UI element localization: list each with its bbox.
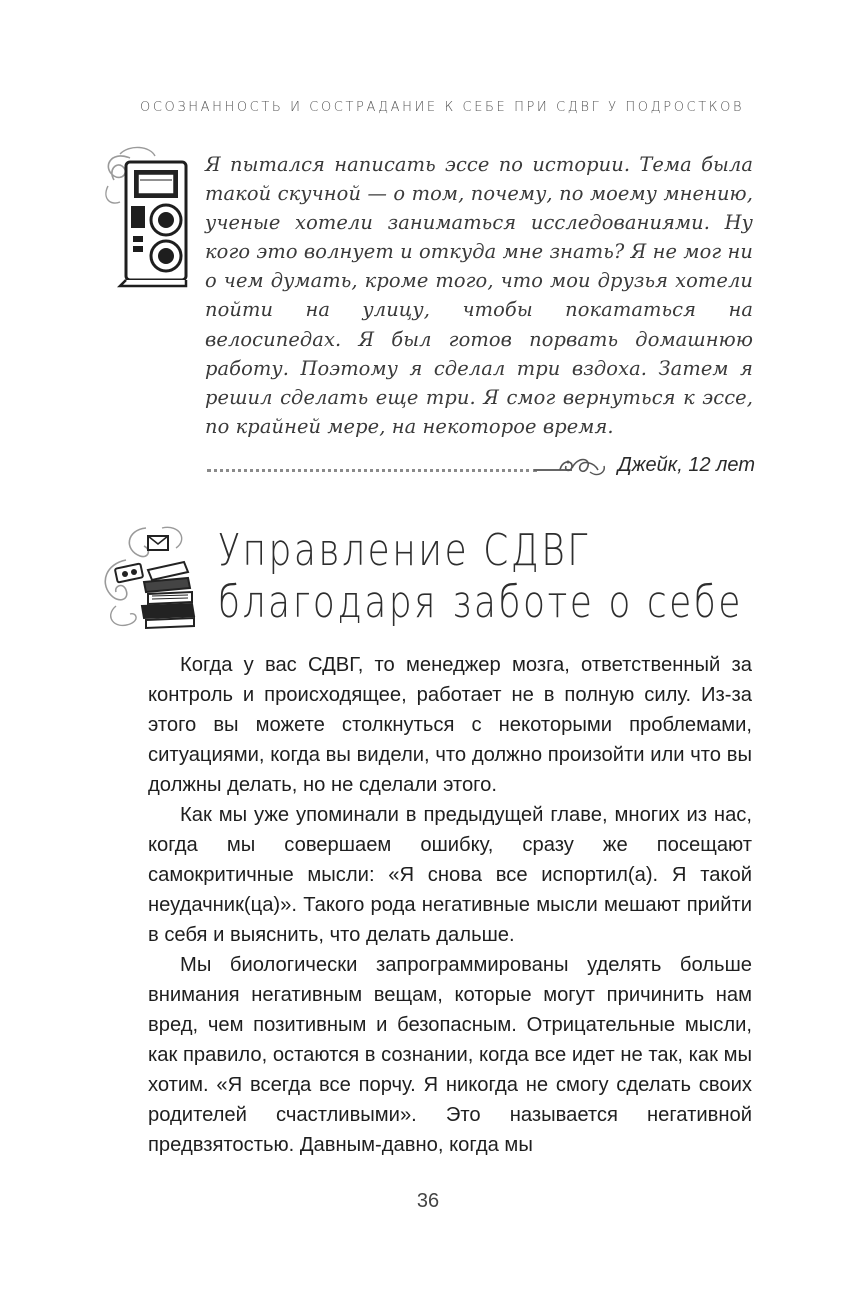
quote-divider bbox=[207, 469, 537, 472]
section-title bbox=[218, 525, 743, 629]
speaker-icon bbox=[100, 140, 200, 290]
flourish-icon bbox=[532, 452, 612, 482]
running-head: ОСОЗНАННОСТЬ И СОСТРАДАНИЕ К СЕБЕ ПРИ СДВГ У ПОДРОСТКОВ bbox=[140, 100, 745, 115]
page-number: 36 bbox=[416, 1190, 440, 1212]
section-title-line-1: Управление СДВГ bbox=[218, 525, 590, 576]
quote-attribution: Джейк, 12 лет bbox=[617, 454, 755, 476]
section-title-line-2: благодаря заботе о себе bbox=[218, 577, 743, 628]
quote-text: Я пытался написать эссе по истории. Тема была такой скучной — о том, почему, по моему мнению, ученые хотели заниматься исследованиями. Ну кого это волнует и откуда мне знать? Я не мог ни о чем думать, кроме того, что мои друзья хотели пойти на улицу, чтобы покататься на велосипедах. Я был готов порвать домашнюю работу. Поэтому я сделал три вздоха. Затем я решил сделать еще три. Я смог вернуться к эссе, по крайней мере, на некоторое время. bbox=[205, 153, 753, 438]
body-paragraph-3: Мы биологически запрограммированы уделять больше внимания негативным вещам, которые могут причинить нам вред, чем позитивным и безопасным. Отрицательные мысли, как правило, остаются в сознании, когда все идет не так, как мы хотим. «Я всегда все порчу. Я никогда не смогу сделать своих родителей счастливыми». Это называется негативной предвзятостью. Давным-давно, когда мы bbox=[148, 954, 752, 1156]
body-paragraph-2: Как мы уже упоминали в предыдущей главе, многих из нас, когда мы совершаем ошибку, сразу же посещают самокритичные мысли: «Я снова все испортил(а). Я такой неудачник(ца)». Такого рода негативные мысли мешают прийти в себя и выяснить, что делать дальше. bbox=[148, 804, 752, 946]
quote-block bbox=[205, 150, 753, 441]
body-paragraph-1: Когда у вас СДВГ, то менеджер мозга, ответственный за контроль и происходящее, работает не в полную силу. Из-за этого вы можете столкнуться с некоторыми проблемами, ситуациями, когда вы видели, что должно произойти или что вы должны делать, но не сделали этого. bbox=[148, 654, 752, 796]
body-text bbox=[148, 650, 752, 1160]
book-stack-icon bbox=[96, 520, 206, 635]
